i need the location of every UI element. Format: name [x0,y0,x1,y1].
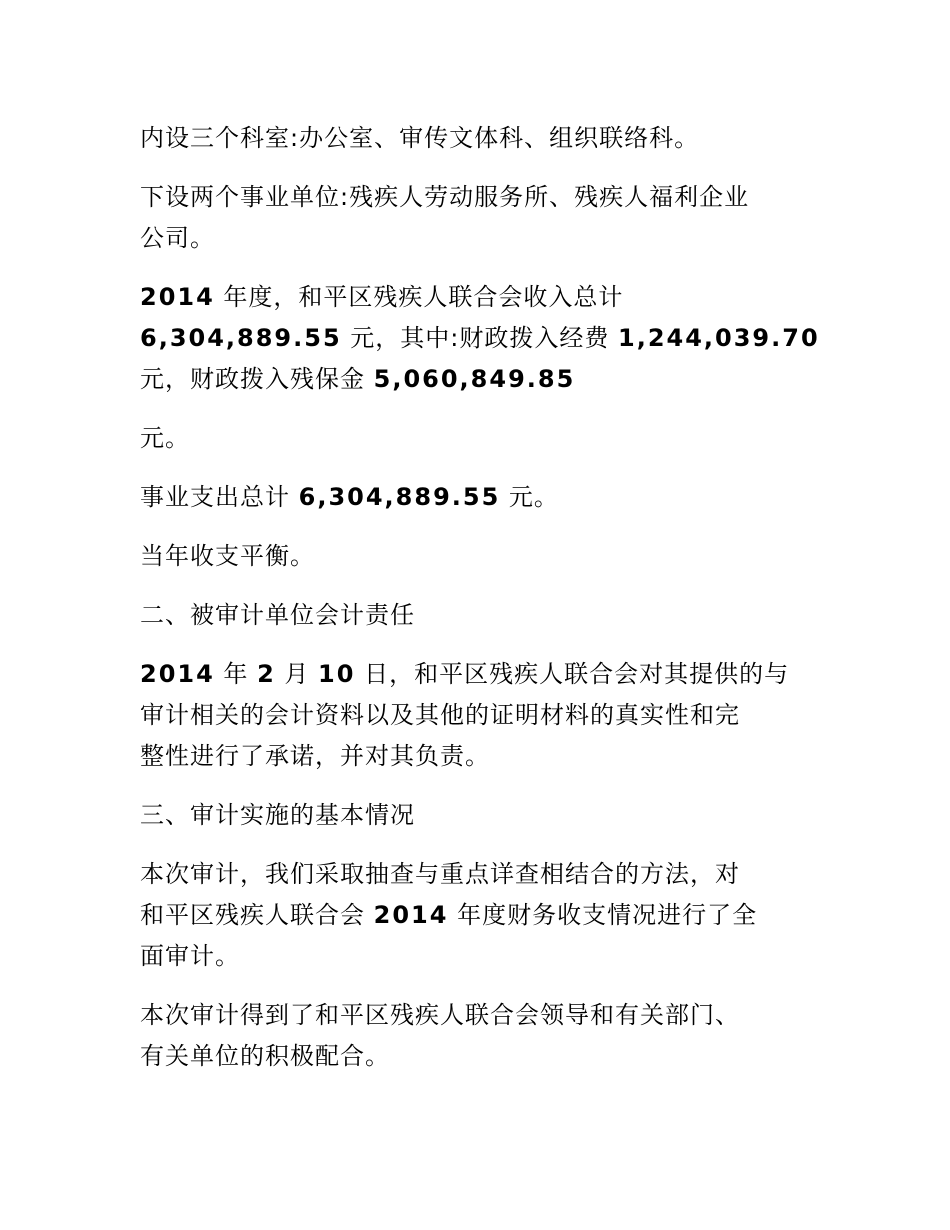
text-span: 年 [214,660,258,688]
paragraph-units [140,177,820,259]
year-value: 2014 [140,660,215,688]
paragraph-yuan [140,418,820,459]
text-span: 月 [275,660,319,688]
text-span: 元。 [500,483,559,511]
text-line: 当年收支平衡。 [140,542,315,570]
document-body [140,118,820,1095]
text-line [140,277,820,318]
paragraph-balance [140,536,820,577]
fiscal-funds-value: 1,244,039.70 [618,324,820,352]
text-line: 本次审计，我们采取抽查与重点详查相结合的方法，对 [140,860,740,888]
heading-text: 三、审计实施的基本情况 [140,801,415,829]
text-line: 面审计。 [140,942,240,970]
paragraph-cooperation [140,995,820,1077]
text-line: 本次审计得到了和平区残疾人联合会领导和有关部门、 [140,1001,740,1029]
text-line: 整性进行了承诺，并对其负责。 [140,742,490,770]
year-value: 2014 [140,283,215,311]
text-line: 内设三个科室:办公室、审传文体科、组织联络科。 [140,124,700,152]
text-span: 元，财政拨入残保金 [140,365,374,393]
text-line: 下设两个事业单位:残疾人劳动服务所、残疾人福利企业 [140,183,750,211]
disability-fund-value: 5,060,849.85 [373,365,576,393]
text-span: 事业支出总计 [140,483,299,511]
year-value: 2014 [373,901,449,929]
text-span: 和平区残疾人联合会 [140,901,374,929]
text-span: 日，和平区残疾人联合会对其提供的与 [355,660,790,688]
text-line: 元。 [140,424,190,452]
section-heading-accounting-responsibility [140,595,820,636]
text-line: 公司。 [140,224,215,252]
expenditure-total-value: 6,304,889.55 [298,483,501,511]
income-total-value: 6,304,889.55 [140,324,342,352]
text-line [140,654,820,695]
paragraph-audit-method [140,854,820,977]
text-line: 审计相关的会计资料以及其他的证明材料的真实性和完 [140,701,740,729]
paragraph-departments [140,118,820,159]
text-span: 年度财务收支情况进行了全 [448,901,758,929]
paragraph-income [140,277,820,400]
text-line [140,359,820,400]
text-line [140,895,820,936]
section-heading-audit-implementation [140,795,820,836]
text-line [140,477,820,518]
text-span: 元，其中:财政拨入经费 [341,324,618,352]
text-line: 有关单位的积极配合。 [140,1042,390,1070]
text-span: 年度，和平区残疾人联合会收入总计 [214,283,624,311]
heading-text: 二、被审计单位会计责任 [140,601,415,629]
paragraph-expenditure [140,477,820,518]
month-value: 2 [257,660,276,688]
text-line [140,318,820,359]
day-value: 10 [318,660,356,688]
paragraph-commitment [140,654,820,777]
